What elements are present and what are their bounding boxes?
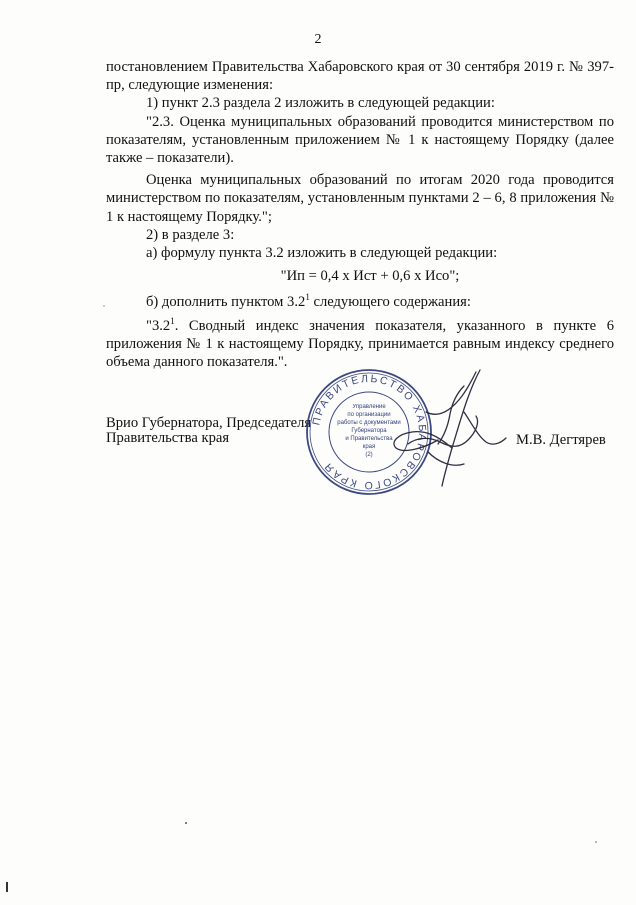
paragraph-quote-2-3: "2.3. Оценка муниципальных образований проводится министерством по показателям, установленным приложением № 1 к настоящему Порядку (далее также – показатели). xyxy=(106,113,614,167)
paragraph-item1: 1) пункт 2.3 раздела 2 изложить в следующей редакции: xyxy=(146,95,495,112)
paragraph-item2: 2) в разделе 3: xyxy=(146,226,235,243)
paragraph-2020: Оценка муниципальных образований по итогам 2020 года проводится министерством по показателям, установленным пунктами 2 – 6, 8 приложения № 1 к настоящему Порядку."; xyxy=(106,172,614,225)
handwritten-signature xyxy=(368,352,518,502)
item2b-superscript: 1 xyxy=(305,292,310,303)
seal-center-line7: (2) xyxy=(365,452,373,458)
paragraph-intro: постановлением Правительства Хабаровского края от 30 сентября 2019 г. № 397-пр, следующие изменения: xyxy=(106,59,614,94)
seal-center-line5: и Правительства xyxy=(345,436,393,442)
signatory-name: М.В. Дегтярев xyxy=(516,432,606,448)
quote-321-prefix: "3.2 xyxy=(146,317,171,334)
seal-ring-text: ПРАВИТЕЛЬСТВО ХАБАРОВСКОГО КРАЯ xyxy=(310,372,429,492)
signatory-position-line2: Правительства края xyxy=(106,430,230,446)
seal-center-line4: Губернатора xyxy=(351,428,387,434)
signatory-position xyxy=(106,416,311,446)
paragraph-item2b xyxy=(106,288,614,311)
document-body xyxy=(106,58,614,371)
page-number: 2 xyxy=(314,32,322,47)
formula-line: "Ип = 0,4 х Ист + 0,6 х Исо"; xyxy=(280,268,460,285)
seal-center-line3: работы с документами xyxy=(337,420,401,426)
paragraph-quote-3-2-1 xyxy=(106,312,614,371)
quote-321-suffix: . Сводный индекс значения показателя, указанного в пункте 6 приложения № 1 к настоящему Порядку, принимается равным индексу среднего объема данного показателя.". xyxy=(106,317,614,370)
seal-center-line1: Управление xyxy=(352,404,386,410)
item2b-suffix: следующего содержания: xyxy=(309,294,471,311)
paragraph-item2a: а) формулу пункта 3.2 изложить в следующей редакции: xyxy=(146,245,498,262)
seal-center-line2: по организации xyxy=(347,412,391,418)
signatory-position-line1: Врио Губернатора, Председателя xyxy=(106,415,312,431)
quote-321-superscript: 1 xyxy=(170,315,175,326)
item2b-prefix: б) дополнить пунктом 3.2 xyxy=(146,294,306,311)
seal-center-line6: края xyxy=(362,444,376,450)
